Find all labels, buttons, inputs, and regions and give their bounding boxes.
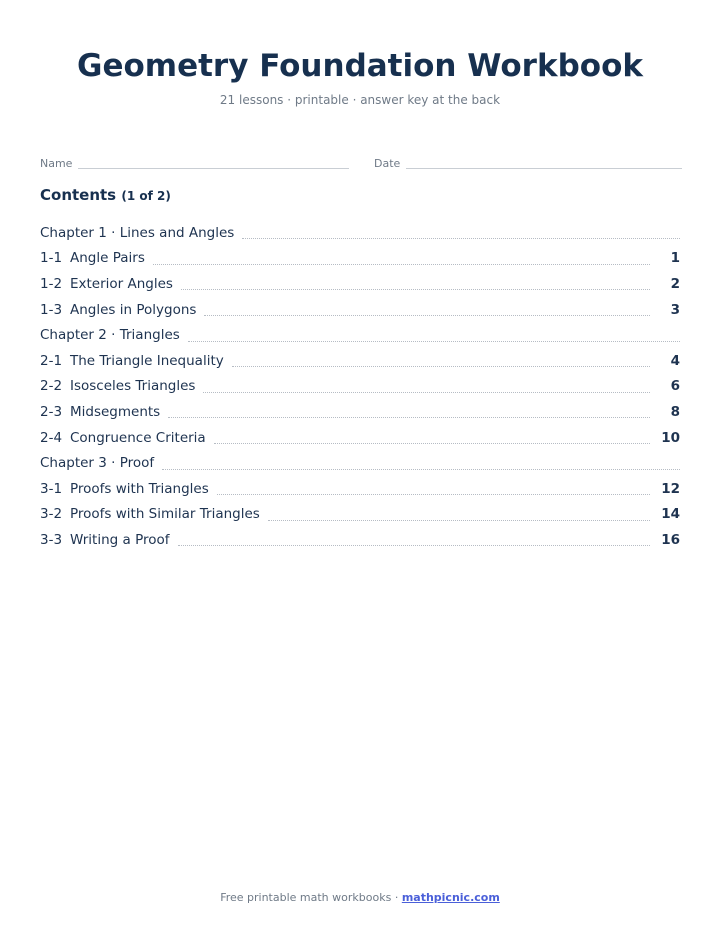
- dot-leader: [188, 341, 680, 342]
- toc-lesson-title: Writing a Proof: [70, 531, 170, 548]
- toc-chapter-title: Chapter 1 · Lines and Angles: [40, 224, 235, 241]
- toc-lesson-row: [40, 348, 680, 374]
- toc-page-number: 3: [670, 301, 680, 318]
- toc-lesson-row: [40, 246, 680, 272]
- toc-lesson-title: Angle Pairs: [70, 250, 145, 267]
- toc-page-number: 10: [661, 429, 680, 446]
- table-of-contents: [40, 220, 680, 553]
- page-title: Geometry Foundation Workbook: [77, 48, 643, 84]
- toc-lesson-title: Isosceles Triangles: [70, 378, 196, 395]
- name-field[interactable]: [40, 157, 349, 171]
- contents-title: Contents: [40, 186, 117, 204]
- toc-chapter-row: [40, 450, 680, 476]
- date-label: Date: [374, 157, 401, 170]
- toc-lesson-number: 1-3: [40, 301, 63, 318]
- toc-page-number: 2: [670, 275, 680, 292]
- dot-leader: [203, 392, 650, 393]
- toc-lesson-number: 2-4: [40, 429, 63, 446]
- dot-leader: [181, 289, 650, 290]
- toc-page-number: 6: [670, 378, 680, 395]
- date-field[interactable]: [374, 157, 682, 171]
- toc-page-number: 1: [670, 250, 680, 267]
- toc-lesson-number: 3-1: [40, 480, 63, 497]
- contents-part: (1 of 2): [121, 189, 171, 203]
- toc-chapter-title: Chapter 3 · Proof: [40, 455, 155, 472]
- date-line[interactable]: [406, 168, 682, 169]
- toc-lesson-row: [40, 502, 680, 528]
- toc-lesson-row: [40, 425, 680, 451]
- dot-leader: [162, 469, 680, 470]
- dot-leader: [153, 264, 650, 265]
- toc-page-number: 16: [661, 531, 680, 548]
- toc-page-number: 12: [661, 480, 680, 497]
- toc-lesson-title: Proofs with Triangles: [70, 480, 209, 497]
- toc-lesson-number: 2-1: [40, 352, 63, 369]
- toc-page-number: 8: [670, 403, 680, 420]
- toc-lesson-number: 2-3: [40, 403, 63, 420]
- contents-heading: [40, 186, 171, 204]
- toc-lesson-row: [40, 374, 680, 400]
- name-label: Name: [40, 157, 73, 170]
- dot-leader: [204, 315, 650, 316]
- toc-lesson-title: The Triangle Inequality: [70, 352, 224, 369]
- toc-lesson-row: [40, 271, 680, 297]
- dot-leader: [232, 366, 650, 367]
- page-subtitle: 21 lessons · printable · answer key at the back: [219, 93, 501, 107]
- toc-page-number: 14: [661, 506, 680, 523]
- toc-lesson-number: 1-2: [40, 275, 63, 292]
- dot-leader: [268, 520, 650, 521]
- footer-text: Free printable math workbooks ·: [220, 891, 402, 904]
- dot-leader: [214, 443, 650, 444]
- dot-leader: [178, 545, 651, 546]
- toc-lesson-number: 3-3: [40, 531, 63, 548]
- toc-lesson-row: [40, 476, 680, 502]
- toc-lesson-row: [40, 527, 680, 553]
- toc-chapter-row: [40, 322, 680, 348]
- toc-lesson-title: Congruence Criteria: [70, 429, 206, 446]
- dot-leader: [217, 494, 650, 495]
- name-line[interactable]: [78, 168, 349, 169]
- dot-leader: [168, 417, 650, 418]
- toc-lesson-number: 3-2: [40, 506, 63, 523]
- toc-lesson-title: Proofs with Similar Triangles: [70, 506, 260, 523]
- toc-lesson-title: Exterior Angles: [70, 275, 173, 292]
- toc-chapter-row: [40, 220, 680, 246]
- toc-chapter-title: Chapter 2 · Triangles: [40, 327, 180, 344]
- footer: [0, 891, 720, 904]
- footer-link[interactable]: mathpicnic.com: [401, 891, 500, 904]
- toc-lesson-title: Midsegments: [70, 403, 161, 420]
- toc-page-number: 4: [670, 352, 680, 369]
- toc-lesson-number: 2-2: [40, 378, 63, 395]
- toc-lesson-title: Angles in Polygons: [70, 301, 197, 318]
- toc-lesson-number: 1-1: [40, 250, 63, 267]
- dot-leader: [242, 238, 680, 239]
- toc-lesson-row: [40, 399, 680, 425]
- toc-lesson-row: [40, 297, 680, 323]
